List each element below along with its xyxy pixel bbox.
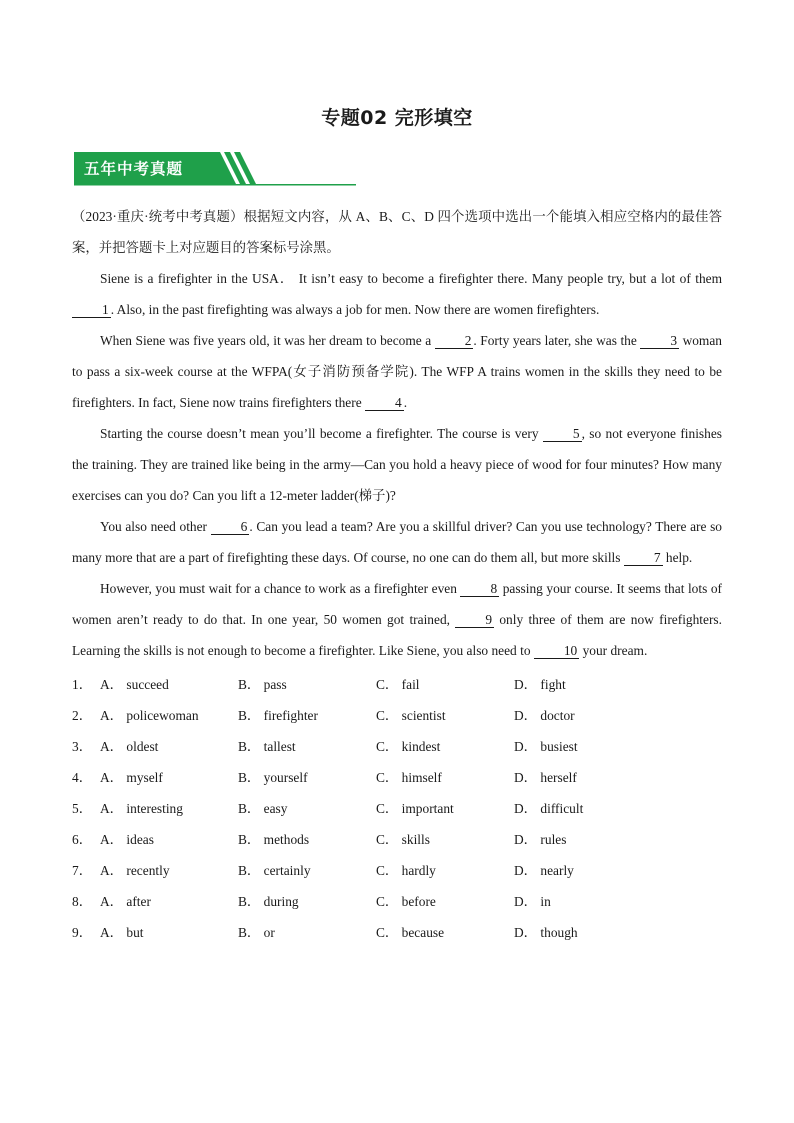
passage-paragraph-5: However, you must wait for a chance to work as a firefighter even 8 passing your course. It seems that lots of women aren’t ready to do that. In one year, 50 women got trained, 9 only three of them are now firefighters. Learning the skills is not enough to become a firefighter. Like Siene, you also need to 10 your dream. <box>72 581 723 658</box>
question-row <box>72 916 722 947</box>
option-d: D． doctor <box>514 708 575 723</box>
section-banner <box>74 152 356 186</box>
option-a: A． policewoman <box>100 708 199 723</box>
option-a: A． interesting <box>100 801 183 816</box>
option-a: A． but <box>100 925 144 940</box>
option-b: B． easy <box>238 801 288 816</box>
option-c: C． scientist <box>376 708 446 723</box>
option-b: B． firefighter <box>238 708 318 723</box>
blank-3: 3 <box>640 333 679 349</box>
passage-paragraph-1: Siene is a firefighter in the USA． It isn’t easy to become a firefighter there. Many people try, but a lot of them 1 . Also, in the past firefighting was always a job for men. Now there are women firefighters. <box>72 263 722 325</box>
option-c: C． before <box>376 894 436 909</box>
option-d: D． in <box>514 894 551 909</box>
blank-4: 4 <box>365 395 404 411</box>
option-b: B． certainly <box>238 863 311 878</box>
option-d: D． busiest <box>514 739 578 754</box>
option-b: B． or <box>238 925 275 940</box>
option-c: C． hardly <box>376 863 436 878</box>
question-options <box>72 668 722 947</box>
option-a: A． after <box>100 894 151 909</box>
question-row <box>72 792 722 823</box>
passage-paragraph-4: You also need other 6 . Can you lead a team? Are you a skillful driver? Can you use technology? There are so many more that are a part of firefighting these days. Of course, no one can do them all, but more skills 7 help. <box>72 519 722 565</box>
option-d: D． rules <box>514 832 567 847</box>
question-row <box>72 854 722 885</box>
blank-6: 6 <box>211 519 250 535</box>
question-row <box>72 823 722 854</box>
question-number: 7． <box>72 863 93 878</box>
question-number: 4． <box>72 770 93 785</box>
option-a: A． ideas <box>100 832 154 847</box>
question-number: 3． <box>72 739 93 754</box>
option-d: D． herself <box>514 770 577 785</box>
blank-2: 2 <box>435 333 474 349</box>
blank-5: 5 <box>543 426 582 442</box>
option-d: D． nearly <box>514 863 574 878</box>
question-row <box>72 885 722 916</box>
option-a: A． myself <box>100 770 163 785</box>
question-number: 5． <box>72 801 93 816</box>
option-a: A． oldest <box>100 739 159 754</box>
question-row <box>72 730 722 761</box>
question-number: 2． <box>72 708 93 723</box>
passage-paragraph-3: Starting the course doesn’t mean you’ll become a firefighter. The course is very 5 , so not everyone finishes the training. They are trained like being in the army—Can you hold a heavy piece of wood for four minutes? How many exercises can you do? Can you lift a 12-meter ladder(梯子)? <box>72 426 722 503</box>
option-a: A． recently <box>100 863 170 878</box>
option-d: D． fight <box>514 677 566 692</box>
question-number: 8． <box>72 894 93 909</box>
option-b: B． yourself <box>238 770 308 785</box>
blank-10: 10 <box>534 643 579 659</box>
question-number: 9． <box>72 925 93 940</box>
option-c: C． important <box>376 801 454 816</box>
option-c: C． fail <box>376 677 420 692</box>
passage-paragraph-2: When Siene was five years old, it was her dream to become a 2 . Forty years later, she was the 3 woman to pass a six-week course at the WFPA(女子消防预备学院). The WFP A trains women in the skills they need to be firefighters. In fact, Siene now trains firefighters there 4 . <box>72 333 722 410</box>
question-row <box>72 668 722 699</box>
option-a: A． succeed <box>100 677 169 692</box>
blank-1: 1 <box>72 302 111 318</box>
option-c: C． because <box>376 925 445 940</box>
question-number: 1． <box>72 677 93 692</box>
blank-8: 8 <box>460 581 499 597</box>
banner-label: 五年中考真题 <box>84 160 184 178</box>
option-c: C． himself <box>376 770 442 785</box>
option-d: D． though <box>514 925 578 940</box>
blank-9: 9 <box>455 612 494 628</box>
question-row <box>72 699 722 730</box>
option-b: B． methods <box>238 832 310 847</box>
instruction-text: （2023·重庆·统考中考真题）根据短文内容，从 A、B、C、D 四个选项中选出一个能填入相应空格内的最佳答案，并把答题卡上对应题目的答案标号涂黑。 <box>72 209 722 255</box>
option-c: C． kindest <box>376 739 441 754</box>
option-b: B． during <box>238 894 299 909</box>
option-c: C． skills <box>376 832 430 847</box>
option-b: B． tallest <box>238 739 296 754</box>
option-b: B． pass <box>238 677 287 692</box>
option-d: D． difficult <box>514 801 584 816</box>
question-row <box>72 761 722 792</box>
question-number: 6． <box>72 832 93 847</box>
blank-7: 7 <box>624 550 663 566</box>
exam-content <box>72 201 722 947</box>
page-title: 专题02 完形填空 <box>321 107 473 129</box>
